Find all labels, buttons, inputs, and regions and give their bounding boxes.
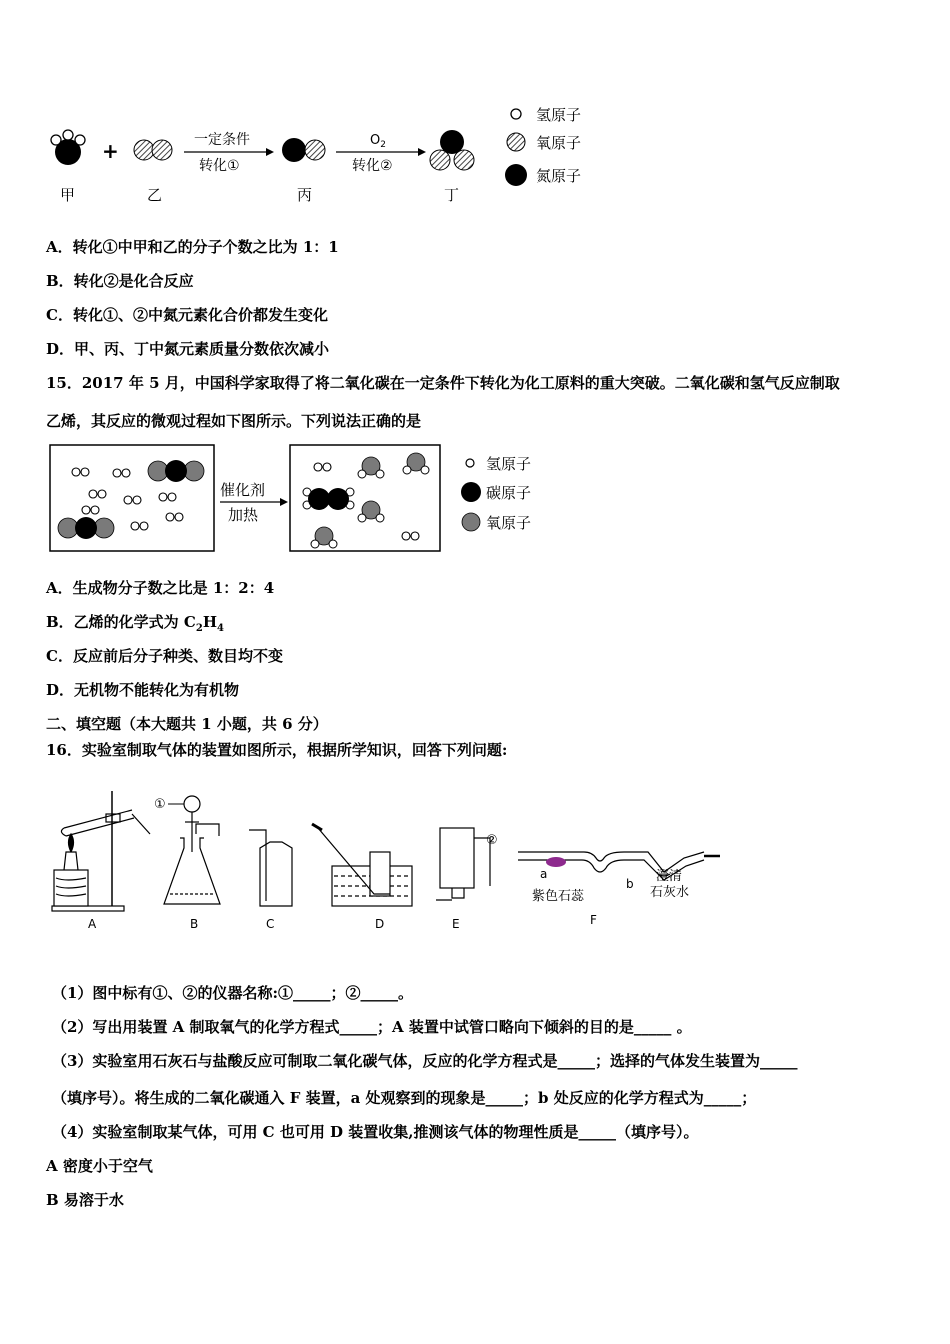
f-label-b: b xyxy=(626,877,634,891)
q16-sub3-line1: （3）实验室用石灰石与盐酸反应可制取二氧化碳气体，反应的化学方程式是_____；选择的气体发生装置为_____ xyxy=(52,1052,798,1070)
arrow-conversion-2 xyxy=(336,133,426,174)
label-bing: 丙 xyxy=(297,186,313,204)
f-label-litmus: 紫色石蕊 xyxy=(532,889,585,904)
legend-q14 xyxy=(505,106,581,186)
q15-option-a: A．生成物分子数之比是 1：2：4 xyxy=(46,579,275,597)
svg-text:转化①: 转化① xyxy=(199,158,240,174)
label-yi: 乙 xyxy=(147,186,163,204)
arrow-conversion-1 xyxy=(184,132,274,174)
legend-q15 xyxy=(461,455,531,532)
label-apparatus-c: C xyxy=(266,917,275,931)
molecule-ding xyxy=(430,130,474,170)
q14-option-c: C．转化①、②中氮元素化合价都发生变化 xyxy=(46,306,328,324)
q16-stem: 16．实验室制取气体的装置如图所示，根据所学知识，回答下列问题: xyxy=(46,741,508,759)
apparatus-e xyxy=(436,828,490,900)
label-jia: 甲 xyxy=(60,186,76,204)
molecule-yi xyxy=(134,140,172,160)
products-box xyxy=(290,445,440,551)
svg-text:氢原子: 氢原子 xyxy=(536,106,582,124)
label-apparatus-a: A xyxy=(88,917,97,931)
apparatus-b xyxy=(164,796,220,904)
q15-option-c: C．反应前后分子种类、数目均不变 xyxy=(46,647,283,665)
svg-text:加热: 加热 xyxy=(228,506,259,524)
litmus-drop xyxy=(546,857,566,867)
q14-option-a: A．转化①中甲和乙的分子个数之比为 1：1 xyxy=(46,238,339,256)
svg-text:氢原子: 氢原子 xyxy=(486,455,532,473)
f-label-lime-1: 澄清 xyxy=(656,869,683,884)
reaction-diagram-q15 xyxy=(48,440,558,560)
svg-text:氧原子: 氧原子 xyxy=(486,514,532,532)
lab-apparatus-figure xyxy=(44,786,724,936)
marker-1: ① xyxy=(154,797,166,812)
q16-option-a: A 密度小于空气 xyxy=(46,1157,153,1175)
f-label-lime-2: 石灰水 xyxy=(650,885,690,900)
apparatus-c xyxy=(249,830,292,906)
reactants-box xyxy=(50,445,214,551)
molecule-jia xyxy=(51,130,85,165)
arrow-catalyst xyxy=(220,481,288,524)
label-apparatus-f: F xyxy=(590,913,597,927)
molecule-bing xyxy=(282,138,325,162)
svg-text:氮原子: 氮原子 xyxy=(536,167,582,185)
label-apparatus-e: E xyxy=(452,917,460,931)
apparatus-f xyxy=(518,852,720,880)
svg-text:碳原子: 碳原子 xyxy=(486,484,532,502)
section-heading-fill-blank: 二、填空题（本大题共 1 小题，共 6 分） xyxy=(46,715,328,733)
svg-text:O2: $O_2$ xyxy=(370,133,386,150)
label-apparatus-d: D xyxy=(375,917,385,931)
q14-option-b: B．转化②是化合反应 xyxy=(46,272,194,290)
label-apparatus-b: B xyxy=(190,917,199,931)
marker-2: ② xyxy=(486,833,498,848)
svg-text:催化剂: 催化剂 xyxy=(220,481,266,499)
q16-option-b: B 易溶于水 xyxy=(46,1191,124,1209)
q16-sub2: （2）写出用装置 A 制取氧气的化学方程式_____；A 装置中试管口略向下倾斜的目的是_____ 。 xyxy=(52,1018,692,1036)
f-label-a: a xyxy=(540,867,548,881)
q14-option-d: D．甲、丙、丁中氮元素质量分数依次减小 xyxy=(46,340,330,358)
q16-sub4: （4）实验室制取某气体，可用 C 也可用 D 装置收集,推测该气体的物理性质是_____（填序号）。 xyxy=(52,1123,699,1141)
q16-sub1: （1）图中标有①、②的仪器名称:①_____；②_____。 xyxy=(52,984,413,1002)
q15-option-b: B．乙烯的化学式为 $C_2H_4$ xyxy=(46,613,224,634)
label-ding: 丁 xyxy=(444,186,460,204)
svg-text:氧原子: 氧原子 xyxy=(536,134,582,152)
reaction-diagram-q14 xyxy=(44,100,604,210)
svg-text:转化②: 转化② xyxy=(352,158,393,174)
apparatus-d xyxy=(312,824,412,906)
q15-stem-line1: 15．2017 年 5 月，中国科学家取得了将二氧化碳在一定条件下转化为化工原料的重大突破。二氧化碳和氢气反应制取 xyxy=(46,374,840,392)
apparatus-a xyxy=(52,791,150,911)
q15-stem-line2: 乙烯，其反应的微观过程如下图所示。下列说法正确的是 xyxy=(46,412,422,430)
q16-sub3-line2: （填序号）。将生成的二氧化碳通入 F 装置，a 处观察到的现象是_____；b 处反应的化学方程式为_____； xyxy=(52,1089,757,1107)
svg-text:一定条件: 一定条件 xyxy=(194,132,250,148)
q15-option-d: D．无机物不能转化为有机物 xyxy=(46,681,240,699)
plus-sign: + xyxy=(102,139,119,163)
